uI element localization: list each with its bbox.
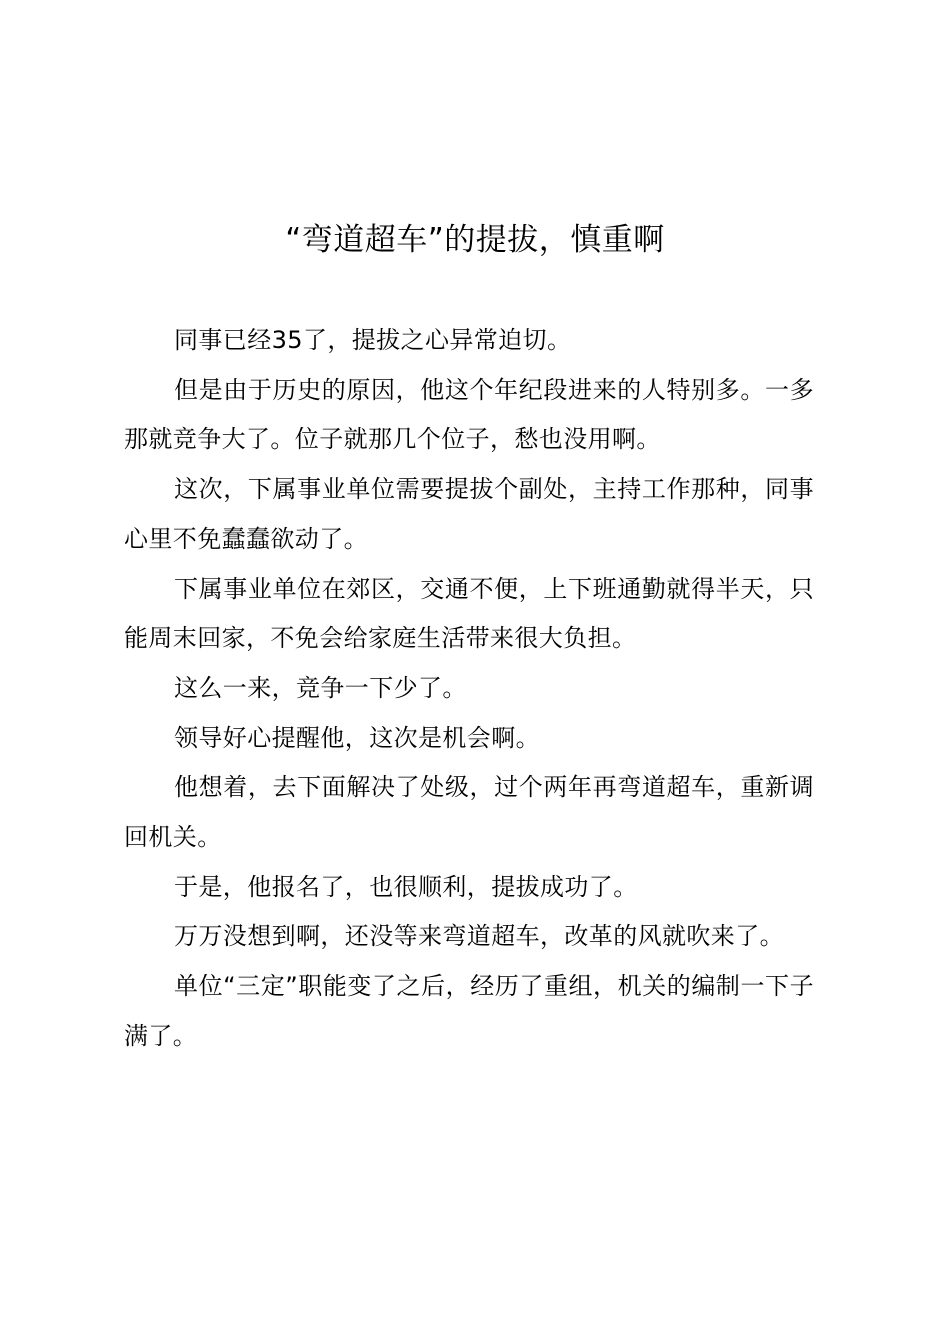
paragraph-10: 单位“三定”职能变了之后，经历了重组，机关的编制一下子满了。 [124, 972, 814, 1050]
paragraph-4: 下属事业单位在郊区，交通不便，上下班通勤就得半天，只能周末回家，不免会给家庭生活带来很大负担。 [124, 574, 814, 653]
paragraph-2: 但是由于历史的原因，他这个年纪段进来的人特别多。一多那就竞争大了。位子就那几个位子，愁也没用啊。 [124, 375, 814, 454]
paragraph-6: 领导好心提醒他，这次是机会啊。 [174, 723, 540, 752]
paragraph-9: 万万没想到啊，还没等来弯道超车，改革的风就吹来了。 [174, 922, 784, 951]
document-body [124, 316, 814, 1062]
paragraph-7: 他想着，去下面解决了处级，过个两年再弯道超车，重新调回机关。 [124, 773, 814, 852]
paragraph-1: 同事已经35了，提拔之心异常迫切。 [174, 326, 572, 354]
document-title: “弯道超车”的提拔，慎重啊 [285, 222, 665, 258]
paragraph-3: 这次，下属事业单位需要提拔个副处，主持工作那种，同事心里不免蠢蠢欲动了。 [124, 475, 814, 553]
paragraph-5: 这么一来，竞争一下少了。 [174, 673, 467, 702]
paragraph-8: 于是，他报名了，也很顺利，提拔成功了。 [174, 872, 638, 901]
